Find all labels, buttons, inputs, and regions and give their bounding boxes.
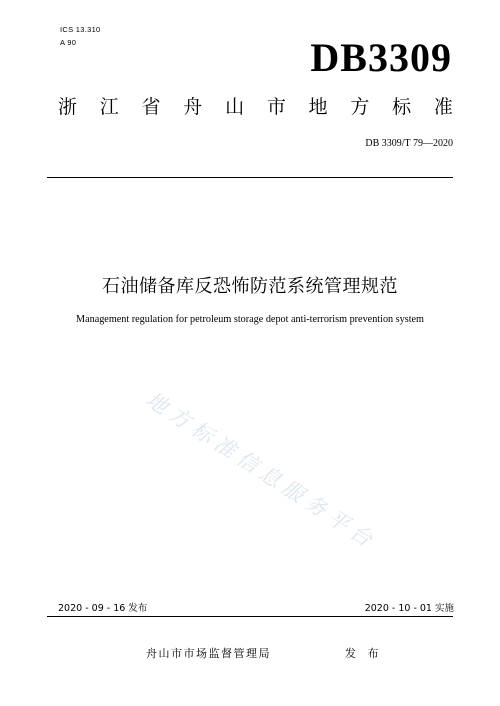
heading-char: 省 — [141, 96, 161, 118]
issuing-authority: 舟山市市场监督管理局 — [146, 647, 271, 660]
publish-date: 2020 - 09 - 16 发布 — [58, 603, 148, 614]
implement-date: 2020 - 10 - 01 实施 — [364, 603, 454, 614]
local-standard-heading — [58, 98, 453, 117]
classification-code: A 90 — [60, 38, 77, 47]
heading-char: 标 — [392, 96, 412, 118]
heading-char: 江 — [99, 96, 119, 118]
document-title-english: Management regulation for petroleum storage depot anti-terrorism prevention system — [76, 314, 424, 325]
watermark: 地方标准信息服务平台 — [141, 387, 382, 555]
heading-char: 方 — [350, 96, 370, 118]
heading-char: 准 — [433, 96, 453, 118]
heading-char: 舟 — [183, 96, 203, 118]
heading-char: 市 — [266, 96, 286, 118]
footer-divider — [47, 616, 453, 617]
heading-char: 山 — [225, 96, 245, 118]
standard-code-logo: DB3309 — [310, 35, 452, 80]
issue-label: 发 布 — [345, 647, 383, 660]
heading-char: 浙 — [58, 96, 78, 118]
heading-char: 地 — [308, 96, 328, 118]
document-title-chinese: 石油储备库反恐怖防范系统管理规范 — [102, 276, 398, 297]
header-divider — [47, 177, 453, 178]
ics-code: ICS 13.310 — [60, 25, 101, 34]
standard-number: DB 3309/T 79—2020 — [365, 138, 453, 149]
